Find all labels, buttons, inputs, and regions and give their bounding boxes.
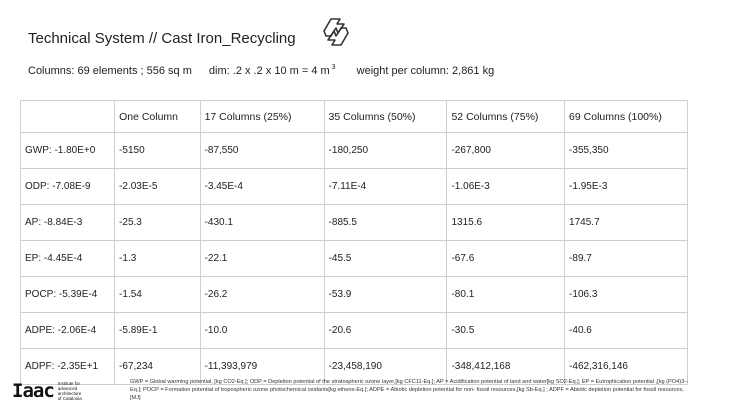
row-label: ADPF: -2.35E+1 xyxy=(21,349,115,385)
logo-mark: Iaac xyxy=(12,380,54,402)
logo-text-line: Institute for xyxy=(57,381,81,386)
row-label: GWP: -1.80E+0 xyxy=(21,133,115,169)
header-cell: 35 Columns (50%) xyxy=(324,101,447,133)
header-cell: 69 Columns (100%) xyxy=(565,101,688,133)
table-cell: -1.95E-3 xyxy=(565,169,688,205)
table-cell: 1315.6 xyxy=(447,205,565,241)
row-label: ADPE: -2.06E-4 xyxy=(21,313,115,349)
table-cell: -180,250 xyxy=(324,133,447,169)
table-cell: -1.54 xyxy=(115,277,201,313)
recycle-arrows-icon xyxy=(318,14,354,50)
table-cell: -11,393,979 xyxy=(200,349,324,385)
impact-table xyxy=(20,100,688,385)
row-label: ODP: -7.08E-9 xyxy=(21,169,115,205)
table-row xyxy=(21,241,688,277)
table-cell: -7.11E-4 xyxy=(324,169,447,205)
table-cell: -355,350 xyxy=(565,133,688,169)
header-cell: 17 Columns (25%) xyxy=(200,101,324,133)
table-cell: -267,800 xyxy=(447,133,565,169)
table-row xyxy=(21,205,688,241)
page-title: Technical System // Cast Iron_Recycling xyxy=(28,30,296,47)
logo-text-line: of Catalonia xyxy=(57,396,82,401)
table-cell: -106.3 xyxy=(565,277,688,313)
table-cell: -2.03E-5 xyxy=(115,169,201,205)
table-cell: -87,550 xyxy=(200,133,324,169)
table-cell: -80.1 xyxy=(447,277,565,313)
footnote: GWP = Global warming potential, [kg CO2-Eq.]; ODP = Depletion potential of the stratospheric ozone layer,[kg CFC11-Eq.]; AP = Acidification potential of land and water[kg SO2-Eq.]; EP = Eutrophication potential ,[kg (PO4)3--Eq.]; POCP = Formation potential of tropospheric ozone photochemical oxidants[kg ethene-Eq.]; ADPE = Abiotic depletion potential for non- fossil resources,[kg Sb-Eq.] ; ADPF = Abiotic depletion potential for fossil resources,[MJ] xyxy=(130,379,688,401)
header-cell: 52 Columns (75%) xyxy=(447,101,565,133)
logo-text-line: architecture xyxy=(57,391,82,396)
table-cell: -22.1 xyxy=(200,241,324,277)
row-label: POCP: -5.39E-4 xyxy=(21,277,115,313)
table-cell: -45.5 xyxy=(324,241,447,277)
table-cell: -89.7 xyxy=(565,241,688,277)
summary-line xyxy=(28,64,494,77)
iaac-logo xyxy=(12,380,98,402)
table-cell: -23,458,190 xyxy=(324,349,447,385)
cubic-superscript: 3 xyxy=(331,64,336,71)
weight-info: weight per column: 2,861 kg xyxy=(356,65,495,77)
table-cell: -25.3 xyxy=(115,205,201,241)
table-cell: -10.0 xyxy=(200,313,324,349)
table-row xyxy=(21,277,688,313)
table-cell: -462,316,146 xyxy=(565,349,688,385)
dimension-info: dim: .2 x .2 x 10 m = 4 m $^3$ xyxy=(208,64,336,77)
table-row xyxy=(21,133,688,169)
table-cell: -5150 xyxy=(115,133,201,169)
header-cell xyxy=(21,101,115,133)
table-cell: -30.5 xyxy=(447,313,565,349)
table-cell: -430.1 xyxy=(200,205,324,241)
table-cell: -26.2 xyxy=(200,277,324,313)
table-cell: -3.45E-4 xyxy=(200,169,324,205)
table-cell: 1745.7 xyxy=(565,205,688,241)
table-cell: -67,234 xyxy=(115,349,201,385)
table-header-row xyxy=(21,101,688,133)
columns-info: Columns: 69 elements ; 556 sq m xyxy=(28,65,192,77)
table-cell: -885.5 xyxy=(324,205,447,241)
table-cell: -53.9 xyxy=(324,277,447,313)
table-row xyxy=(21,169,688,205)
table-cell: -1.06E-3 xyxy=(447,169,565,205)
table-cell: -348,412,168 xyxy=(447,349,565,385)
header-cell: One Column xyxy=(115,101,201,133)
table-cell: -5.89E-1 xyxy=(115,313,201,349)
logo-text xyxy=(58,381,98,401)
table-cell: -1.3 xyxy=(115,241,201,277)
row-label: AP: -8.84E-3 xyxy=(21,205,115,241)
logo-text-line: advanced xyxy=(57,386,78,391)
table-cell: -20.6 xyxy=(324,313,447,349)
row-label: EP: -4.45E-4 xyxy=(21,241,115,277)
table-cell: -40.6 xyxy=(565,313,688,349)
table-row xyxy=(21,313,688,349)
table-cell: -67.6 xyxy=(447,241,565,277)
